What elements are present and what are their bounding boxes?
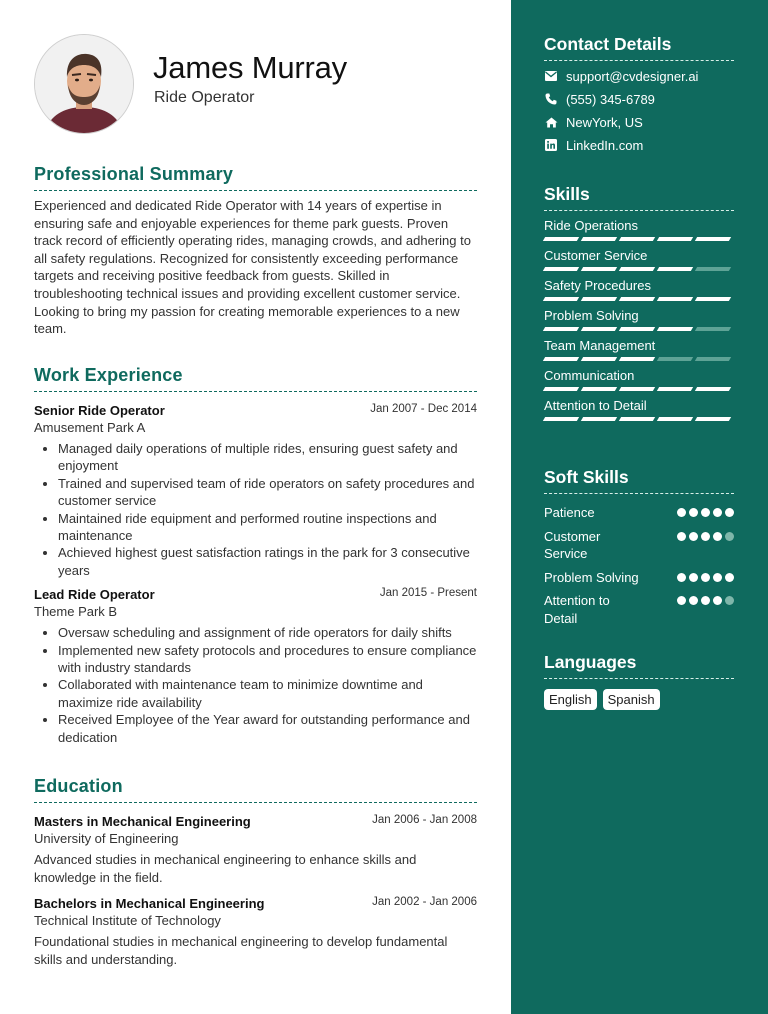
summary-text: Experienced and dedicated Ride Operator with 14 years of expertise in ensuring safe and enjoyable experiences for theme park guests. Proven track record of efficiently operating rides, managing crowds, and adhering to all safety regulations. Recognized for consistently exceeding performance targets and receiving positive feedback from guests. Skilled in troubleshooting technical issues and providing excellent customer service. Looking to bring my passion for creating memorable experiences to a new team. [34, 198, 471, 337]
soft-skill-level-dots [677, 596, 734, 605]
skill-bar-filled [543, 297, 579, 301]
soft-skill-label: Problem Solving [544, 569, 639, 585]
level-dot-filled [713, 508, 722, 517]
degree-title: Masters in Mechanical Engineering [34, 814, 251, 829]
job-date: Jan 2007 - Dec 2014 [370, 403, 477, 415]
level-dot-empty [725, 532, 734, 541]
skill-bar-filled [543, 387, 579, 391]
skill-level-bars [544, 237, 734, 241]
skill-label: Safety Procedures [544, 278, 651, 293]
contact-linkedin[interactable] [544, 137, 734, 153]
contact-phone-text: (555) 345-6789 [566, 91, 655, 107]
linkedin-icon [544, 138, 558, 152]
skill-bar-filled [581, 417, 617, 421]
skill-level-bars [544, 297, 734, 301]
job-bullets [34, 440, 477, 579]
home-icon [544, 115, 558, 129]
level-dot-filled [689, 532, 698, 541]
skill-item [544, 248, 734, 271]
skill-item [544, 368, 734, 391]
contact-email[interactable] [544, 68, 734, 84]
skill-item [544, 308, 734, 331]
skill-bar-filled [657, 237, 693, 241]
job-bullet: • Trained and supervised team of ride operators on safety procedures and customer service [58, 475, 477, 510]
skill-level-bars [544, 357, 734, 361]
skill-level-bars [544, 417, 734, 421]
soft-skill-item [544, 528, 734, 563]
level-dot-filled [677, 573, 686, 582]
level-dot-filled [677, 596, 686, 605]
skill-label: Communication [544, 368, 635, 383]
skill-label: Customer Service [544, 248, 648, 263]
school-name: Technical Institute of Technology [34, 912, 221, 928]
education-date: Jan 2006 - Jan 2008 [372, 814, 477, 826]
skill-level-bars [544, 327, 734, 331]
job-bullet: • Maintained ride equipment and performed routine inspections and maintenance [58, 510, 477, 545]
degree-title: Bachelors in Mechanical Engineering [34, 895, 265, 911]
level-dot-filled [701, 532, 710, 541]
education-entry [34, 814, 477, 888]
school-name: University of Engineering [34, 831, 179, 846]
skill-bar-filled [581, 357, 617, 361]
education-section [34, 776, 477, 970]
skill-bar-filled [581, 327, 617, 331]
skill-bar-filled [543, 357, 579, 361]
skill-bar-filled [581, 297, 617, 301]
education-description: Advanced studies in mechanical engineering to enhance skills and knowledge in the field. [34, 852, 417, 886]
skill-label: Ride Operations [544, 218, 638, 233]
languages-title: Languages [544, 652, 734, 679]
soft-skill-level-dots [677, 508, 734, 517]
skill-level-bars [544, 267, 734, 271]
avatar-portrait-icon [35, 35, 133, 133]
level-dot-filled [689, 596, 698, 605]
level-dot-filled [701, 596, 710, 605]
contact-email-text: support@cvdesigner.ai [566, 68, 699, 84]
skill-bar-filled [543, 237, 579, 241]
education-title: Education [34, 776, 477, 803]
soft-skill-item [544, 504, 734, 522]
skill-bar-filled [619, 237, 655, 241]
skills-title: Skills [544, 184, 734, 211]
soft-skill-level-dots [677, 532, 734, 541]
skill-item [544, 278, 734, 301]
skill-label: Team Management [544, 338, 656, 353]
contact-title: Contact Details [544, 34, 734, 61]
skill-bar-empty [695, 357, 731, 361]
level-dot-filled [713, 596, 722, 605]
skill-bar-filled [695, 297, 731, 301]
level-dot-filled [725, 573, 734, 582]
contact-linkedin-text: LinkedIn.com [566, 137, 644, 153]
contact-location [544, 114, 734, 130]
job-entry [34, 587, 477, 746]
summary-title: Professional Summary [34, 164, 477, 191]
job-bullet: • Oversaw scheduling and assignment of ride operators for daily shifts [58, 624, 477, 641]
skill-bar-filled [695, 417, 731, 421]
skill-bar-filled [695, 387, 731, 391]
level-dot-filled [713, 573, 722, 582]
level-dot-filled [689, 508, 698, 517]
skill-bar-filled [581, 267, 617, 271]
work-title: Work Experience [34, 365, 477, 392]
envelope-icon [544, 69, 558, 83]
skill-bar-filled [619, 327, 655, 331]
sidebar [511, 0, 768, 1014]
level-dot-filled [713, 532, 722, 541]
job-bullet: • Received Employee of the Year award for outstanding performance and dedication [58, 711, 477, 746]
languages-list [544, 689, 734, 710]
job-company: Theme Park B [34, 604, 118, 620]
education-entry [34, 896, 477, 970]
skill-bar-filled [543, 417, 579, 421]
skills-list [544, 218, 734, 421]
work-section [34, 365, 477, 746]
skill-bar-empty [657, 357, 693, 361]
skill-bar-filled [657, 417, 693, 421]
job-bullets [34, 624, 477, 746]
job-company: Amusement Park A [34, 420, 146, 435]
job-title: Lead Ride Operator [34, 587, 155, 603]
soft-skill-label: Attention to Detail [544, 593, 610, 626]
soft-skill-level-dots [677, 573, 734, 582]
candidate-role: Ride Operator [154, 89, 255, 106]
skill-bar-filled [657, 297, 693, 301]
level-dot-filled [689, 573, 698, 582]
skill-label: Problem Solving [544, 308, 639, 323]
level-dot-filled [701, 573, 710, 582]
level-dot-empty [725, 596, 734, 605]
contact-phone[interactable] [544, 91, 734, 107]
level-dot-filled [677, 508, 686, 517]
contact-section [544, 34, 734, 153]
language-tag: English [544, 689, 597, 710]
level-dot-filled [725, 508, 734, 517]
soft-skills-title: Soft Skills [544, 467, 734, 494]
job-entry [34, 403, 477, 579]
skill-bar-filled [619, 297, 655, 301]
skills-section [544, 184, 734, 421]
languages-section [544, 652, 734, 710]
skill-level-bars [544, 387, 734, 391]
job-bullet: • Managed daily operations of multiple rides, ensuring guest safety and enjoyment [58, 440, 477, 475]
skill-bar-filled [619, 417, 655, 421]
skill-label: Attention to Detail [544, 398, 647, 413]
skill-bar-filled [695, 237, 731, 241]
skill-item [544, 338, 734, 361]
soft-skill-item [544, 592, 734, 627]
skill-bar-filled [619, 267, 655, 271]
skill-bar-filled [657, 267, 693, 271]
skill-bar-filled [657, 387, 693, 391]
skill-bar-filled [619, 387, 655, 391]
skill-bar-filled [543, 267, 579, 271]
skill-item [544, 398, 734, 421]
job-title: Senior Ride Operator [34, 403, 165, 418]
summary-section [34, 164, 477, 338]
level-dot-filled [677, 532, 686, 541]
skill-bar-filled [581, 237, 617, 241]
language-tag: Spanish [603, 689, 660, 710]
skill-bar-filled [543, 327, 579, 331]
level-dot-filled [701, 508, 710, 517]
job-bullet: • Collaborated with maintenance team to minimize downtime and maximize ride availability [58, 676, 477, 711]
soft-skills-section [544, 467, 734, 627]
job-bullet: • Implemented new safety protocols and procedures to ensure compliance with industry standards [58, 642, 477, 677]
avatar [34, 34, 134, 134]
skill-bar-filled [619, 357, 655, 361]
education-description: Foundational studies in mechanical engineering to develop fundamental skills and understanding. [34, 933, 448, 968]
skill-bar-filled [581, 387, 617, 391]
job-bullet: • Achieved highest guest satisfaction ratings in the park for 3 consecutive years [58, 544, 477, 579]
candidate-name: James Murray [153, 50, 347, 85]
skill-bar-empty [695, 327, 731, 331]
education-date: Jan 2002 - Jan 2006 [372, 895, 477, 908]
skill-item [544, 218, 734, 241]
soft-skill-label: Patience [544, 505, 595, 520]
soft-skill-label: Customer Service [544, 528, 601, 561]
contact-location-text: NewYork, US [566, 114, 643, 130]
soft-skill-item [544, 569, 734, 587]
phone-icon [544, 92, 558, 106]
skill-bar-filled [657, 327, 693, 331]
job-date: Jan 2015 - Present [379, 587, 477, 600]
skill-bar-empty [695, 267, 731, 271]
